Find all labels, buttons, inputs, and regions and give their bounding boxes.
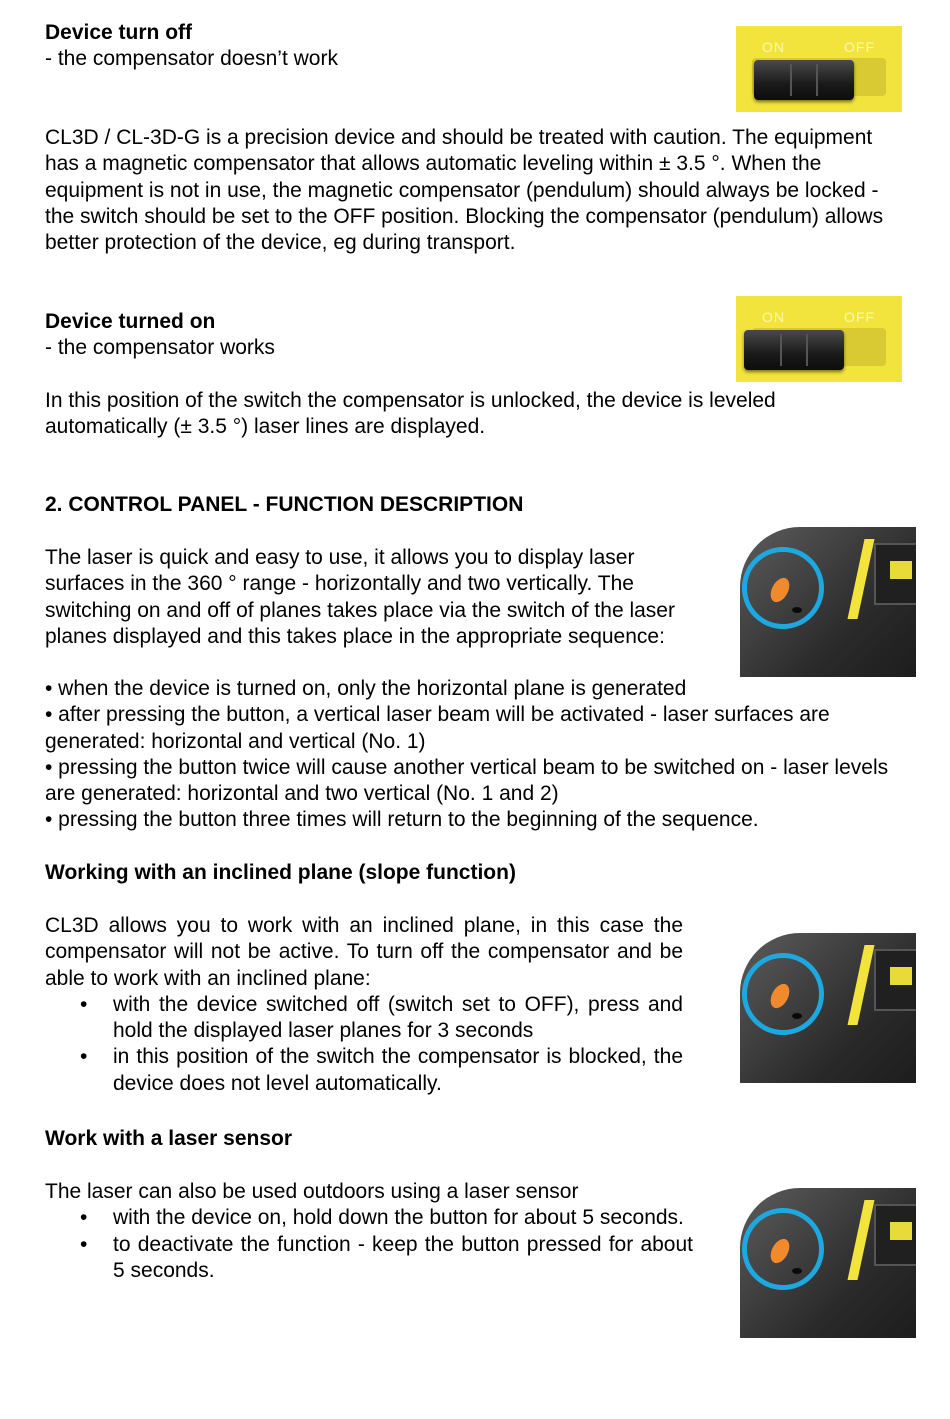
heading-device-off: Device turn off: [45, 21, 193, 44]
indicator-dot: [792, 1268, 802, 1274]
switch-on-label: ON: [762, 309, 785, 325]
laser-button-photo-3: [736, 1170, 916, 1338]
switch-off-photo: [736, 26, 902, 112]
control-panel-list: [45, 676, 907, 834]
section-device-on: [45, 309, 705, 362]
heading-device-on: Device turned on: [45, 310, 216, 333]
heading-control-panel: 2. CONTROL PANEL - FUNCTION DESCRIPTION: [45, 493, 524, 516]
paragraph-sensor-intro: The laser can also be used outdoors using a laser sensor: [45, 1180, 579, 1203]
paragraph-slope-intro: CL3D allows you to work with an inclined plane, in this case the compensator will not be active. To turn off the compensator and be able to work with an inclined plane:: [45, 914, 683, 990]
device-window: [874, 1204, 916, 1266]
heading-slope-function: Working with an inclined plane (slope function): [45, 861, 516, 884]
slope-list: [45, 992, 683, 1097]
subheading-device-on: - the compensator works: [45, 336, 275, 360]
indicator-dot: [792, 607, 802, 613]
laser-button-photo-1: [736, 509, 916, 677]
device-window: [874, 949, 916, 1011]
list-item: • after pressing the button, a vertical laser beam will be activated - laser surfaces are generated: horizontal and vertical (No. 1): [45, 703, 830, 753]
sensor-list: [45, 1205, 693, 1284]
indicator-dot: [792, 1013, 802, 1019]
switch-knob-left: [744, 330, 844, 370]
laser-button-photo-2: [736, 915, 916, 1083]
switch-off-label: OFF: [844, 309, 875, 325]
list-item: • with the device switched off (switch set to OFF), press and hold the displayed laser planes for 3 seconds: [45, 992, 683, 1045]
switch-knob-left: [754, 60, 854, 100]
device-window: [874, 543, 916, 605]
list-item: • pressing the button twice will cause another vertical beam to be switched on - laser levels are generated: horizontal and two vertical (No. 1 and 2): [45, 755, 889, 806]
list-item: • in this position of the switch the compensator is blocked, the device does not level automatically.: [45, 1044, 683, 1097]
switch-on-photo: [736, 296, 902, 382]
paragraph-compensator-info: CL3D / CL-3D-G is a precision device and should be treated with caution. The equipment has a magnetic compensator that allows automatic leveling within ± 3.5 °. When the equipment is not in use, the magnetic compensator (pendulum) should always be locked - the switch should be set to the OFF position. Blocking the compensator (pendulum) allows better protection of the device, eg during transport.: [45, 126, 884, 255]
sensor-section: [45, 1179, 693, 1284]
paragraph-control-panel-intro: The laser is quick and easy to use, it allows you to display laser surfaces in the 360 ° range - horizontally and two vertically. The switching on and off of planes takes place via the switch of the laser planes displayed and this takes place in the appropriate sequence:: [45, 546, 675, 648]
list-item: • with the device on, hold down the button for about 5 seconds.: [45, 1205, 693, 1231]
slope-section: [45, 913, 683, 1097]
list-item: • when the device is turned on, only the horizontal plane is generated: [45, 677, 687, 700]
list-item: • pressing the button three times will return to the beginning of the sequence.: [45, 808, 759, 832]
section-device-off: [45, 20, 705, 73]
list-item: • to deactivate the function - keep the button pressed for about 5 seconds.: [45, 1232, 693, 1285]
subheading-device-off: - the compensator doesn’t work: [45, 47, 338, 71]
switch-on-label: ON: [762, 39, 785, 55]
switch-off-label: OFF: [844, 39, 875, 55]
heading-laser-sensor: Work with a laser sensor: [45, 1127, 293, 1150]
paragraph-device-on-info: In this position of the switch the compensator is unlocked, the device is leveled automatically (± 3.5 °) laser lines are displayed.: [45, 389, 776, 439]
